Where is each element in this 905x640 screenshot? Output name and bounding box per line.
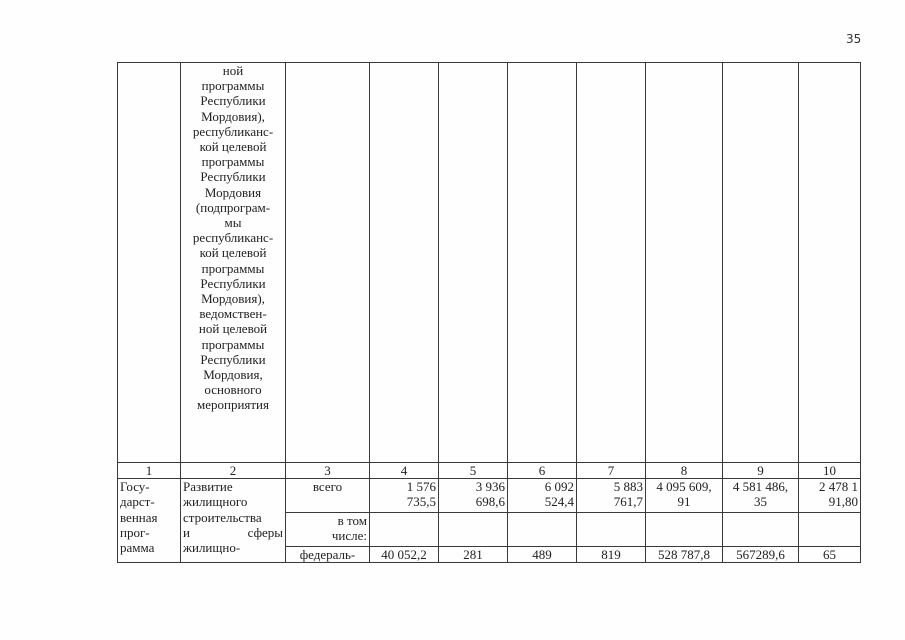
federal-value-c8: 528 787,8 [646,547,723,563]
header-program-name-line: (подпрограм- [195,199,271,215]
value-line: 698,6 [475,494,505,510]
value-line: 1 576 [406,479,436,495]
header-cell-4 [370,63,439,463]
value-line: 735,5 [406,494,436,510]
header-program-name-line: кой целевой [199,139,267,155]
value-line: 761,7 [613,494,643,510]
funding-source-total: всего [286,479,370,513]
value-line: 4 581 486, [732,479,789,495]
program-name-word: сферы [247,524,283,540]
empty-cell [439,513,508,547]
column-number: 9 [723,463,799,479]
header-program-name-line: мы [224,215,242,231]
page-number: 35 [846,32,862,46]
header-program-name-line: ведомствен- [199,306,267,322]
value-line: 91 [677,494,691,510]
header-program-name-line: Республики [200,93,266,109]
value-line: 4 095 609, [656,479,712,495]
empty-cell [646,513,723,547]
program-name-line: жилищного [183,494,248,510]
program-type-line: прог- [120,524,150,540]
empty-cell [799,513,861,547]
header-program-name-line: Республики [200,351,266,367]
header-program-name-line: республиканс- [192,123,274,139]
header-program-name-line: Республики [200,169,266,185]
column-number: 10 [799,463,861,479]
header-program-name-line: Мордовия [204,184,262,200]
empty-cell [723,513,799,547]
header-program-name-line: программы [201,260,265,276]
federal-value-c6: 489 [508,547,577,563]
program-type-line: венная [120,509,158,525]
empty-cell [508,513,577,547]
value-cell-c6 [508,479,577,513]
column-number: 6 [508,463,577,479]
program-name-cell [181,479,286,563]
column-number: 8 [646,463,723,479]
program-name-line: жилищно- [183,540,241,556]
header-program-name-line: ной целевой [198,321,268,337]
value-cell-c7 [577,479,646,513]
header-cell-3 [286,63,370,463]
federal-value-c10: 65 [799,547,861,563]
value-line: 35 [754,494,767,510]
header-program-name-lines [182,63,284,413]
empty-cell [577,513,646,547]
header-program-name-line: мероприятия [196,397,269,413]
federal-value-c4: 40 052,2 [370,547,439,563]
column-number: 7 [577,463,646,479]
header-program-name-line: программы [201,336,265,352]
value-cell-c9 [723,479,799,513]
header-program-name-line: Мордовия), [201,291,265,307]
column-number: 4 [370,463,439,479]
value-line: 2 478 1 [819,479,858,495]
empty-cell [370,513,439,547]
column-number: 5 [439,463,508,479]
header-cell-7 [577,63,646,463]
including-line: в том [337,513,367,529]
header-program-name-line: основного [204,382,262,398]
federal-value-c5: 281 [439,547,508,563]
header-cell-10 [799,63,861,463]
federal-value-c9: 567289,6 [723,547,799,563]
value-line: 524,4 [544,494,574,510]
value-line: 6 092 [544,479,574,495]
program-type-cell [118,479,181,563]
column-number: 2 [181,463,286,479]
program-name-line: Развитие [183,479,233,495]
header-program-name-line: программы [201,78,265,94]
program-name-word: и [183,524,190,540]
funding-source-including [286,513,370,547]
header-cell-5 [439,63,508,463]
including-line: числе: [331,528,367,544]
program-type-line: Госу- [120,479,150,495]
header-cell-1 [118,63,181,463]
header-cell-9 [723,63,799,463]
program-type-line: рамма [120,540,155,556]
column-numbers-row [118,463,861,479]
header-program-name-line: программы [201,154,265,170]
header-program-name-line: Республики [200,275,266,291]
column-number: 3 [286,463,370,479]
value-line: 5 883 [613,479,643,495]
header-cell-program-name [181,63,286,463]
header-program-name-line: Мордовия), [201,108,265,124]
program-name-line-justified [183,525,283,540]
header-cell-6 [508,63,577,463]
header-cell-8 [646,63,723,463]
header-row [118,63,861,463]
column-number: 1 [118,463,181,479]
federal-value-c7: 819 [577,547,646,563]
program-name-line: строительства [183,509,262,525]
header-program-name-line: республиканс- [192,230,274,246]
header-program-name-line: ной [222,63,244,78]
value-line: 91,80 [828,494,858,510]
value-cell-c10 [799,479,861,513]
value-cell-c4 [370,479,439,513]
budget-table [117,62,861,563]
funding-source-federal: федераль- [286,547,370,563]
program-type-line: дарст- [120,494,155,510]
value-cell-c5 [439,479,508,513]
header-program-name-line: Мордовия, [203,367,263,383]
value-cell-c8 [646,479,723,513]
table-row-total [118,479,861,513]
header-program-name-line: кой целевой [199,245,267,261]
value-line: 3 936 [475,479,505,495]
